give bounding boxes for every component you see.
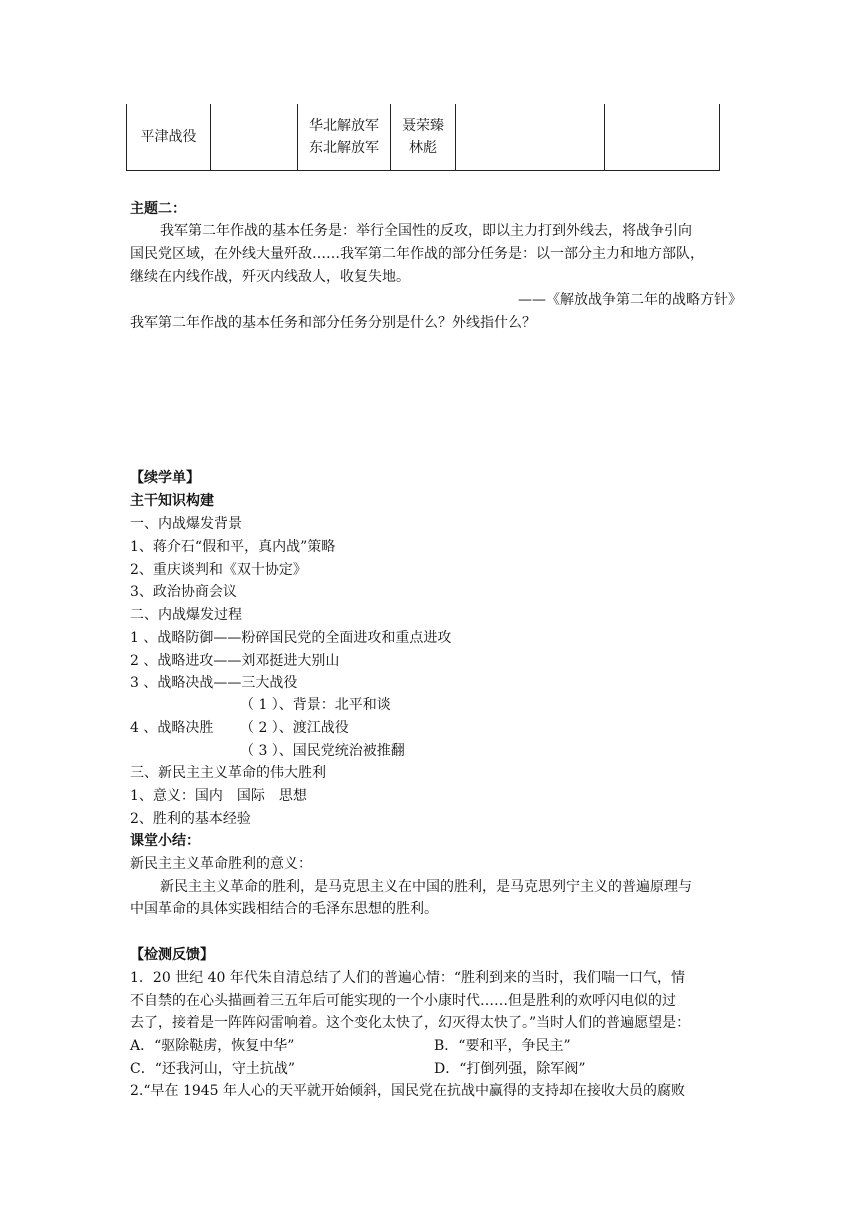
theme2-source: ——《解放战争第二年的战略方针》 [518, 292, 742, 308]
outline-subitem: （ 2 ）、渡江战役 [240, 720, 349, 736]
theme2-question: 我军第二年作战的基本任务和部分任务分别是什么？外线指什么？ [130, 315, 536, 331]
theme2-paragraph-line: 国民党区域，在外线大量歼敌……我军第二年作战的部分任务是：以一部分主力和地方部队， [130, 246, 704, 262]
table-row [127, 104, 720, 170]
outline-item: 3、政治协商会议 [130, 584, 237, 600]
xuxue-heading: 【续学单】 [130, 470, 200, 486]
question-line: 1．20 世纪 40 年代朱自清总结了人们的普遍心情：“胜利到来的当时，我们喘一口气，情 [130, 970, 686, 986]
outline-item: 二、内战爆发过程 [130, 607, 242, 623]
outline-item: 2、重庆谈判和《双十协定》 [130, 562, 307, 578]
battle-table [126, 104, 720, 171]
theme2-heading: 主题二： [130, 201, 186, 217]
question-line: 去了，接着是一阵阵闷雷响着。这个变化太快了，幻灭得太快了。”当时人们的普遍愿望是： [130, 1015, 691, 1031]
xuxue-subheading: 主干知识构建 [130, 493, 214, 509]
option-c: C．“还我河山，守土抗战” [130, 1061, 296, 1077]
battle-name: 平津战役 [140, 128, 197, 145]
outline-item: 2 、战略进攻——刘邓挺进大别山 [130, 653, 340, 669]
outline-subitem: （ 3 ）、国民党统治被推翻 [240, 743, 405, 759]
commanders-text: 聂荣臻 林彪 [402, 117, 444, 156]
commanders-cell [391, 104, 456, 170]
summary-paragraph-line: 新民主主义革命的胜利，是马克思主义在中国的胜利，是马克思列宁主义的普遍原理与 [160, 879, 692, 895]
empty-cell [456, 104, 605, 170]
outline-item: 4 、战略决胜 [130, 720, 214, 736]
jiance-heading: 【检测反馈】 [130, 947, 214, 963]
option-a: A．“驱除鞑虏，恢复中华” [130, 1038, 295, 1054]
battle-name-cell [127, 104, 211, 170]
option-d: D．“打倒列强，除军阀” [434, 1061, 586, 1077]
summary-heading: 课堂小结： [130, 833, 200, 849]
outline-item: 1、意义：国内 国际 思想 [130, 788, 307, 804]
summary-paragraph-line: 中国革命的具体实践相结合的毛泽东思想的胜利。 [130, 901, 438, 917]
empty-cell [211, 104, 298, 170]
empty-cell [605, 104, 720, 170]
forces-text: 华北解放军 东北解放军 [309, 117, 379, 156]
summary-lead: 新民主主义革命胜利的意义： [130, 856, 312, 872]
option-b: B．“要和平，争民主” [434, 1038, 571, 1054]
outline-item: 一、内战爆发背景 [130, 516, 242, 532]
outline-subitem: （ 1 ）、背景：北平和谈 [240, 697, 391, 713]
question-line: 2.“早在 1945 年人心的天平就开始倾斜，国民党在抗战中赢得的支持却在接收大员的腐败 [130, 1083, 686, 1099]
outline-item: 1 、战略防御——粉碎国民党的全面进攻和重点进攻 [130, 630, 452, 646]
theme2-paragraph-line: 继续在内线作战，歼灭内线敌人，收复失地。 [130, 269, 410, 285]
outline-item: 1、蒋介石“假和平，真内战”策略 [130, 539, 336, 555]
forces-cell [298, 104, 391, 170]
outline-item: 2、胜利的基本经验 [130, 811, 251, 827]
outline-item: 3 、战略决战——三大战役 [130, 675, 298, 691]
outline-item: 三、新民主主义革命的伟大胜利 [130, 765, 326, 781]
question-line: 不自禁的在心头描画着三五年后可能实现的一个小康时代……但是胜利的欢呼闪电似的过 [130, 993, 676, 1009]
theme2-paragraph-line: 我军第二年作战的基本任务是：举行全国性的反攻，即以主力打到外线去，将战争引向 [160, 223, 692, 239]
